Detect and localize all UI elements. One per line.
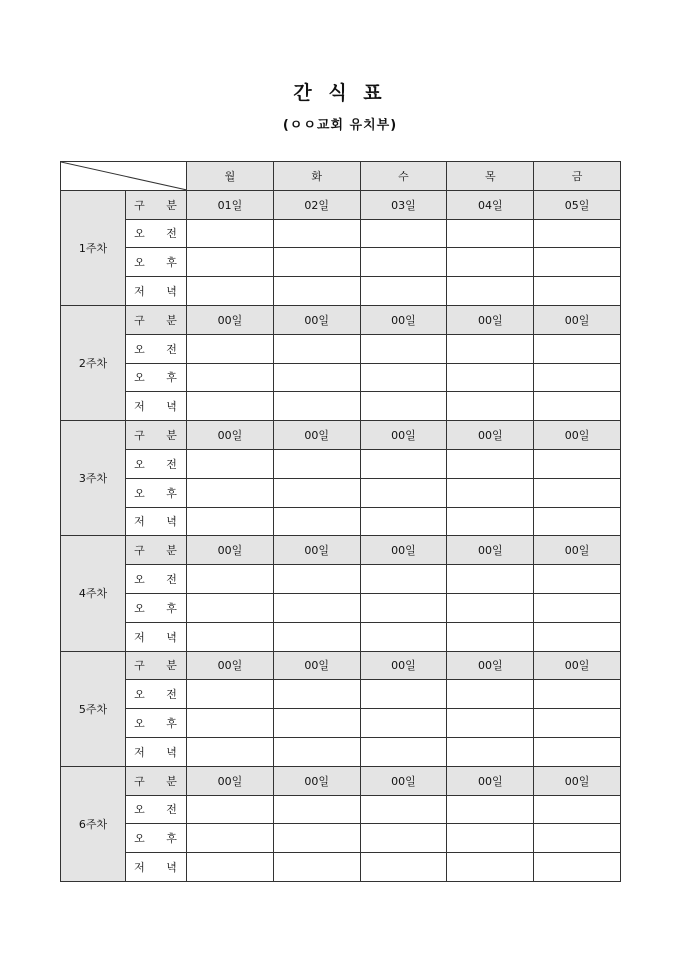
table-row	[61, 651, 621, 680]
date-cell: 00일	[447, 305, 534, 334]
row-label: 오 전	[126, 565, 187, 594]
date-cell: 00일	[273, 421, 360, 450]
menu-entry-cell[interactable]	[447, 507, 534, 536]
menu-entry-cell[interactable]	[534, 622, 621, 651]
menu-entry-cell[interactable]	[273, 277, 360, 306]
menu-entry-cell[interactable]	[534, 565, 621, 594]
menu-entry-cell[interactable]	[534, 449, 621, 478]
row-label: 구 분	[126, 651, 187, 680]
date-cell: 05일	[534, 190, 621, 219]
day-header: 월	[187, 162, 274, 191]
date-cell: 00일	[534, 766, 621, 795]
row-label: 저 녁	[126, 392, 187, 421]
row-label: 저 녁	[126, 277, 187, 306]
menu-entry-cell[interactable]	[447, 709, 534, 738]
table-row	[61, 853, 621, 882]
menu-entry-cell[interactable]	[187, 622, 274, 651]
row-label: 오 전	[126, 219, 187, 248]
menu-entry-cell[interactable]	[187, 392, 274, 421]
menu-entry-cell[interactable]	[187, 248, 274, 277]
date-cell: 00일	[534, 421, 621, 450]
date-cell: 00일	[187, 766, 274, 795]
table-row	[61, 219, 621, 248]
menu-entry-cell[interactable]	[273, 824, 360, 853]
date-cell: 00일	[360, 305, 447, 334]
menu-entry-cell[interactable]	[187, 824, 274, 853]
menu-entry-cell[interactable]	[447, 565, 534, 594]
menu-entry-cell[interactable]	[360, 622, 447, 651]
table-row	[61, 565, 621, 594]
menu-entry-cell[interactable]	[187, 737, 274, 766]
menu-entry-cell[interactable]	[360, 680, 447, 709]
row-label: 구 분	[126, 536, 187, 565]
row-label: 구 분	[126, 421, 187, 450]
week-label: 5주차	[61, 651, 126, 766]
menu-entry-cell[interactable]	[360, 277, 447, 306]
table-row	[61, 709, 621, 738]
header-row	[61, 162, 621, 191]
menu-entry-cell[interactable]	[360, 565, 447, 594]
menu-entry-cell[interactable]	[187, 853, 274, 882]
menu-entry-cell[interactable]	[187, 795, 274, 824]
table-row	[61, 824, 621, 853]
menu-entry-cell[interactable]	[273, 478, 360, 507]
row-label: 오 후	[126, 593, 187, 622]
menu-entry-cell[interactable]	[534, 478, 621, 507]
menu-entry-cell[interactable]	[360, 478, 447, 507]
menu-entry-cell[interactable]	[447, 680, 534, 709]
table-row	[61, 449, 621, 478]
table-row	[61, 536, 621, 565]
row-label: 오 후	[126, 363, 187, 392]
menu-entry-cell[interactable]	[273, 622, 360, 651]
diagonal-line	[61, 162, 186, 190]
row-label: 오 후	[126, 248, 187, 277]
menu-entry-cell[interactable]	[360, 853, 447, 882]
date-cell: 00일	[187, 536, 274, 565]
menu-entry-cell[interactable]	[447, 277, 534, 306]
row-label: 저 녁	[126, 622, 187, 651]
menu-entry-cell[interactable]	[447, 795, 534, 824]
date-cell: 03일	[360, 190, 447, 219]
menu-entry-cell[interactable]	[360, 795, 447, 824]
date-cell: 00일	[187, 305, 274, 334]
menu-entry-cell[interactable]	[273, 565, 360, 594]
table-row	[61, 277, 621, 306]
row-label: 오 전	[126, 449, 187, 478]
menu-entry-cell[interactable]	[447, 248, 534, 277]
menu-entry-cell[interactable]	[447, 593, 534, 622]
table-row	[61, 392, 621, 421]
table-row	[61, 478, 621, 507]
menu-entry-cell[interactable]	[273, 392, 360, 421]
row-label: 저 녁	[126, 507, 187, 536]
menu-entry-cell[interactable]	[273, 248, 360, 277]
menu-entry-cell[interactable]	[273, 709, 360, 738]
day-header: 수	[360, 162, 447, 191]
week-label: 6주차	[61, 766, 126, 881]
menu-entry-cell[interactable]	[534, 853, 621, 882]
table-row	[61, 680, 621, 709]
menu-entry-cell[interactable]	[360, 392, 447, 421]
menu-entry-cell[interactable]	[273, 680, 360, 709]
menu-entry-cell[interactable]	[360, 334, 447, 363]
menu-entry-cell[interactable]	[187, 507, 274, 536]
date-cell: 00일	[360, 651, 447, 680]
menu-entry-cell[interactable]	[534, 737, 621, 766]
day-header: 목	[447, 162, 534, 191]
day-header: 금	[534, 162, 621, 191]
menu-entry-cell[interactable]	[534, 795, 621, 824]
table-row	[61, 766, 621, 795]
row-label: 저 녁	[126, 853, 187, 882]
menu-entry-cell[interactable]	[534, 363, 621, 392]
date-cell: 04일	[447, 190, 534, 219]
menu-entry-cell[interactable]	[360, 219, 447, 248]
row-label: 구 분	[126, 305, 187, 334]
menu-entry-cell[interactable]	[534, 709, 621, 738]
date-cell: 00일	[447, 651, 534, 680]
menu-entry-cell[interactable]	[360, 824, 447, 853]
menu-entry-cell[interactable]	[447, 824, 534, 853]
menu-entry-cell[interactable]	[187, 334, 274, 363]
row-label: 구 분	[126, 766, 187, 795]
menu-entry-cell[interactable]	[187, 363, 274, 392]
date-cell: 00일	[360, 536, 447, 565]
date-cell: 00일	[360, 421, 447, 450]
table-row	[61, 190, 621, 219]
table-row	[61, 334, 621, 363]
menu-entry-cell[interactable]	[187, 478, 274, 507]
table-row	[61, 363, 621, 392]
menu-entry-cell[interactable]	[447, 449, 534, 478]
date-cell: 00일	[187, 421, 274, 450]
date-cell: 00일	[273, 536, 360, 565]
menu-entry-cell[interactable]	[534, 392, 621, 421]
week-label: 2주차	[61, 305, 126, 420]
date-cell: 00일	[534, 305, 621, 334]
week-label: 1주차	[61, 190, 126, 305]
page-subtitle: (ㅇㅇ교회 유치부)	[282, 118, 398, 133]
menu-entry-cell[interactable]	[273, 853, 360, 882]
diagonal-header-cell	[61, 162, 187, 191]
row-label: 오 후	[126, 478, 187, 507]
date-cell: 00일	[273, 651, 360, 680]
menu-entry-cell[interactable]	[187, 565, 274, 594]
menu-entry-cell[interactable]	[534, 507, 621, 536]
menu-entry-cell[interactable]	[447, 219, 534, 248]
menu-entry-cell[interactable]	[360, 248, 447, 277]
row-label: 오 전	[126, 795, 187, 824]
table-row	[61, 421, 621, 450]
page-title: 간 식 표	[293, 82, 387, 104]
table-row	[61, 737, 621, 766]
menu-entry-cell[interactable]	[273, 363, 360, 392]
date-cell: 00일	[273, 766, 360, 795]
date-cell: 00일	[534, 536, 621, 565]
row-label: 구 분	[126, 190, 187, 219]
row-label: 오 전	[126, 680, 187, 709]
menu-entry-cell[interactable]	[360, 737, 447, 766]
menu-entry-cell[interactable]	[360, 507, 447, 536]
menu-entry-cell[interactable]	[447, 363, 534, 392]
table-row	[61, 795, 621, 824]
menu-entry-cell[interactable]	[187, 593, 274, 622]
menu-entry-cell[interactable]	[273, 449, 360, 478]
menu-entry-cell[interactable]	[360, 709, 447, 738]
menu-entry-cell[interactable]	[360, 363, 447, 392]
date-cell: 00일	[360, 766, 447, 795]
menu-entry-cell[interactable]	[534, 219, 621, 248]
date-cell: 00일	[273, 305, 360, 334]
menu-entry-cell[interactable]	[273, 219, 360, 248]
menu-entry-cell[interactable]	[273, 737, 360, 766]
row-label: 저 녁	[126, 737, 187, 766]
menu-entry-cell[interactable]	[534, 277, 621, 306]
menu-entry-cell[interactable]	[187, 449, 274, 478]
menu-entry-cell[interactable]	[534, 593, 621, 622]
menu-entry-cell[interactable]	[273, 334, 360, 363]
menu-entry-cell[interactable]	[273, 507, 360, 536]
date-cell: 00일	[447, 421, 534, 450]
menu-entry-cell[interactable]	[273, 593, 360, 622]
week-label: 4주차	[61, 536, 126, 651]
table-row	[61, 507, 621, 536]
date-cell: 00일	[534, 651, 621, 680]
menu-entry-cell[interactable]	[534, 334, 621, 363]
date-cell: 00일	[187, 651, 274, 680]
week-label: 3주차	[61, 421, 126, 536]
date-cell: 00일	[447, 766, 534, 795]
menu-entry-cell[interactable]	[360, 449, 447, 478]
menu-entry-cell[interactable]	[447, 737, 534, 766]
table-row	[61, 305, 621, 334]
date-cell: 01일	[187, 190, 274, 219]
menu-entry-cell[interactable]	[534, 680, 621, 709]
date-cell: 02일	[273, 190, 360, 219]
menu-entry-cell[interactable]	[187, 277, 274, 306]
menu-entry-cell[interactable]	[187, 680, 274, 709]
menu-entry-cell[interactable]	[187, 709, 274, 738]
table-row	[61, 248, 621, 277]
row-label: 오 후	[126, 709, 187, 738]
row-label: 오 후	[126, 824, 187, 853]
snack-schedule-table	[60, 161, 621, 882]
menu-entry-cell[interactable]	[534, 824, 621, 853]
day-header: 화	[273, 162, 360, 191]
menu-entry-cell[interactable]	[447, 478, 534, 507]
menu-entry-cell[interactable]	[447, 853, 534, 882]
date-cell: 00일	[447, 536, 534, 565]
menu-entry-cell[interactable]	[447, 622, 534, 651]
table-row	[61, 622, 621, 651]
menu-entry-cell[interactable]	[187, 219, 274, 248]
menu-entry-cell[interactable]	[273, 795, 360, 824]
row-label: 오 전	[126, 334, 187, 363]
table-row	[61, 593, 621, 622]
menu-entry-cell[interactable]	[360, 593, 447, 622]
menu-entry-cell[interactable]	[447, 334, 534, 363]
menu-entry-cell[interactable]	[447, 392, 534, 421]
menu-entry-cell[interactable]	[534, 248, 621, 277]
